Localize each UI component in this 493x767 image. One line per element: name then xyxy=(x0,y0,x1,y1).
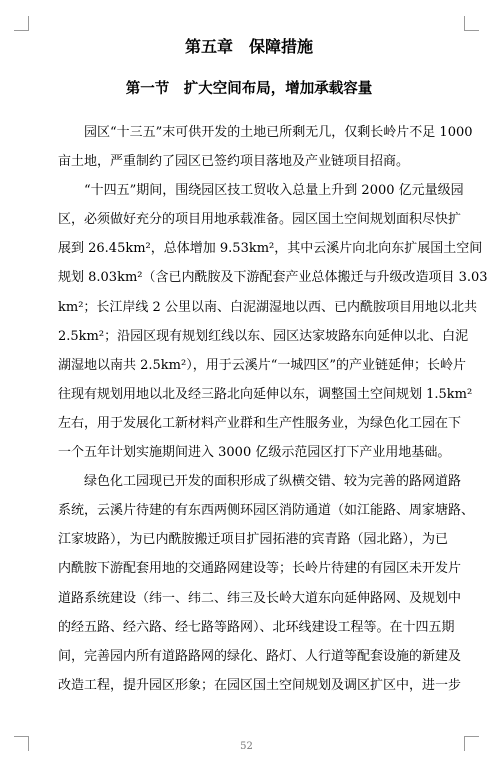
text-line: 园区“十三五”末可供开发的土地已所剩无几，仅剩长岭片不足 1000 xyxy=(84,125,473,140)
paragraph-2 xyxy=(58,176,488,467)
crop-mark-top-left xyxy=(14,16,29,31)
text-line: 江家坡路），为已内酰胺搬迁项目扩园拓港的宾青路（园北路），为已 xyxy=(58,532,449,548)
text-line: km²；长江岸线 2 公里以南、白泥湖湿地以西、已内酰胺项目用地以北共 xyxy=(58,299,477,315)
text-line: 区，必须做好充分的项目用地承载准备。园区国土空间规划面积尽快扩 xyxy=(58,212,462,228)
text-line: 2.5km²；沿园区现有规划红线以东、园区达家坡路东向延伸以北、白泥 xyxy=(58,328,469,344)
text-line: 绿色化工园现已开发的面积形成了纵横交错、较为完善的路网道路 xyxy=(84,474,462,490)
text-line: 内酰胺下游配套用地的交通路网建设等；长岭片待建的有园区未开发片 xyxy=(58,561,462,577)
text-line: 的经五路、经六路、经七路等路网）、北环线建设工程等。在十四五期 xyxy=(58,619,455,635)
page-number: 52 xyxy=(240,741,253,752)
section-title: 第一节 扩大空间布局，增加承载容量 xyxy=(125,81,373,97)
text-line: 改造工程，提升园区形象；在园区国土空间规划及调区扩区中，进一步 xyxy=(58,677,462,693)
paragraph-3 xyxy=(58,467,475,700)
text-line: 湖湿地以南共 2.5km²），用于云溪片“一城四区”的产业链延伸；长岭片 xyxy=(58,357,467,373)
text-line: 系统，云溪片待建的有东西两侧环园区消防通道（如江能路、周家塘路、 xyxy=(58,503,475,519)
crop-mark-top-right xyxy=(464,16,479,31)
text-line: “十四五”期间，围绕园区技工贸收入总量上升到 2000 亿元量级园 xyxy=(84,183,464,199)
page-content xyxy=(58,34,488,700)
text-line: 道路系统建设（纬一、纬二、纬三及长岭大道东向延伸路网、及规划中 xyxy=(58,590,462,606)
text-line: 展到 26.45km²，总体增加 9.53km²，其中云溪片向北向东扩展国土空间 xyxy=(58,241,483,257)
text-line: 左右，用于发展化工新材料产业群和生产性服务业，为绿色化工园在下 xyxy=(58,415,462,431)
text-line: 亩土地，严重制约了园区已签约项目落地及产业链项目招商。 xyxy=(58,154,410,170)
paragraph-1 xyxy=(58,118,473,176)
text-line: 间，完善园内所有道路路网的绿化、路灯、人行道等配套设施的新建及 xyxy=(58,648,462,664)
chapter-title: 第五章 保障措施 xyxy=(184,37,313,56)
text-line: 往现有规划用地以北及经三路北向延伸以东，调整国土空间规划 1.5km² xyxy=(58,386,473,402)
text-line: 一个五年计划实施期间进入 3000 亿级示范园区打下产业用地基础。 xyxy=(58,445,451,461)
text-line: 规划 8.03km²（含已内酰胺及下游配套产业总体搬迁与升级改造项目 3.03 xyxy=(58,270,488,286)
